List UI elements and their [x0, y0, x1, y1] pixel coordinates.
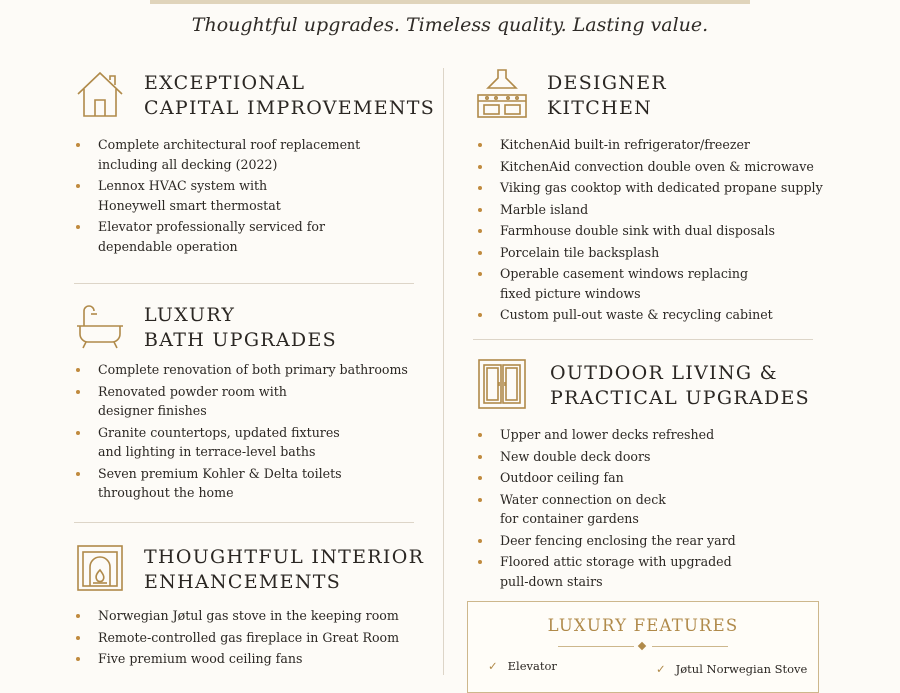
top-decorative-bar: [150, 0, 750, 4]
list-item: Complete architectural roof replacement including all decking (2022): [74, 135, 414, 174]
section-divider: [74, 522, 414, 523]
list-item: Outdoor ceiling fan: [476, 468, 816, 488]
section-designer-kitchen: [476, 68, 836, 322]
section-capital-improvements: [74, 68, 436, 254]
section-interior-enhancements: [74, 543, 434, 666]
list-item: Elevator professionally serviced for dependable operation: [74, 217, 414, 256]
list-item: Floored attic storage with upgraded pull-down stairs: [476, 552, 816, 591]
list-item: Marble island: [476, 200, 836, 220]
divider: [558, 646, 634, 647]
bath-list: [74, 360, 414, 505]
list-item: Farmhouse double sink with dual disposals: [476, 221, 836, 241]
check-icon: ✓: [488, 659, 498, 673]
feature-item: ✓ Jøtul Norwegian Stove: [656, 662, 808, 676]
diamond-ornament-icon: [638, 642, 646, 650]
fireplace-icon: [74, 543, 126, 595]
section-title-line1: EXCEPTIONAL: [144, 72, 306, 94]
section-divider: [74, 283, 414, 284]
bathtub-icon: [74, 300, 126, 352]
list-item: Viking gas cooktop with dedicated propane supply: [476, 178, 836, 198]
section-bath-upgrades: [74, 300, 434, 500]
list-item: Seven premium Kohler & Delta toilets throughout the home: [74, 464, 414, 503]
list-item: Renovated powder room with designer finishes: [74, 382, 414, 421]
kitchen-range-icon: [476, 68, 528, 120]
feature-item: ✓ Elevator: [488, 659, 557, 673]
luxury-features-box: [467, 601, 819, 693]
divider: [652, 646, 728, 647]
list-item: Operable casement windows replacing fixed picture windows: [476, 264, 836, 303]
list-item: New double deck doors: [476, 447, 816, 467]
section-title-line1: THOUGHTFUL INTERIOR: [144, 546, 425, 568]
section-title-line2: ENHANCEMENTS: [144, 571, 342, 593]
list-item: Complete renovation of both primary bathrooms: [74, 360, 414, 380]
section-title-line1: LUXURY: [144, 304, 236, 326]
section-title-line1: OUTDOOR LIVING &: [550, 362, 778, 384]
kitchen-list: [476, 135, 836, 327]
list-item: KitchenAid convection double oven & microwave: [476, 157, 836, 177]
list-item: Five premium wood ceiling fans: [74, 649, 414, 669]
section-title-line1: DESIGNER: [547, 72, 668, 94]
column-divider: [443, 68, 444, 675]
list-item: Norwegian Jøtul gas stove in the keeping room: [74, 606, 414, 626]
luxury-features-title: LUXURY FEATURES: [547, 616, 739, 635]
section-outdoor-living: [476, 358, 836, 589]
house-icon: [74, 68, 126, 120]
outdoor-list: [476, 425, 816, 593]
list-item: Upper and lower decks refreshed: [476, 425, 816, 445]
tagline: Thoughtful upgrades. Timeless quality. Lasting value.: [191, 14, 709, 36]
list-item: Deer fencing enclosing the rear yard: [476, 531, 816, 551]
interior-list: [74, 606, 414, 671]
list-item: Custom pull-out waste & recycling cabinet: [476, 305, 836, 325]
list-item: Granite countertops, updated fixtures and lighting in terrace-level baths: [74, 423, 414, 462]
section-divider: [473, 339, 813, 340]
list-item: Remote-controlled gas fireplace in Great Room: [74, 628, 414, 648]
section-title-line2: BATH UPGRADES: [144, 329, 337, 351]
capital-list: [74, 135, 414, 258]
section-title-line2: PRACTICAL UPGRADES: [550, 387, 810, 409]
list-item: KitchenAid built-in refrigerator/freezer: [476, 135, 836, 155]
section-title-line2: KITCHEN: [547, 97, 653, 119]
list-item: Lennox HVAC system with Honeywell smart thermostat: [74, 176, 414, 215]
list-item: Porcelain tile backsplash: [476, 243, 836, 263]
section-title-line2: CAPITAL IMPROVEMENTS: [144, 97, 436, 119]
check-icon: ✓: [656, 662, 666, 676]
list-item: Water connection on deck for container gardens: [476, 490, 816, 529]
double-door-icon: [476, 358, 528, 410]
